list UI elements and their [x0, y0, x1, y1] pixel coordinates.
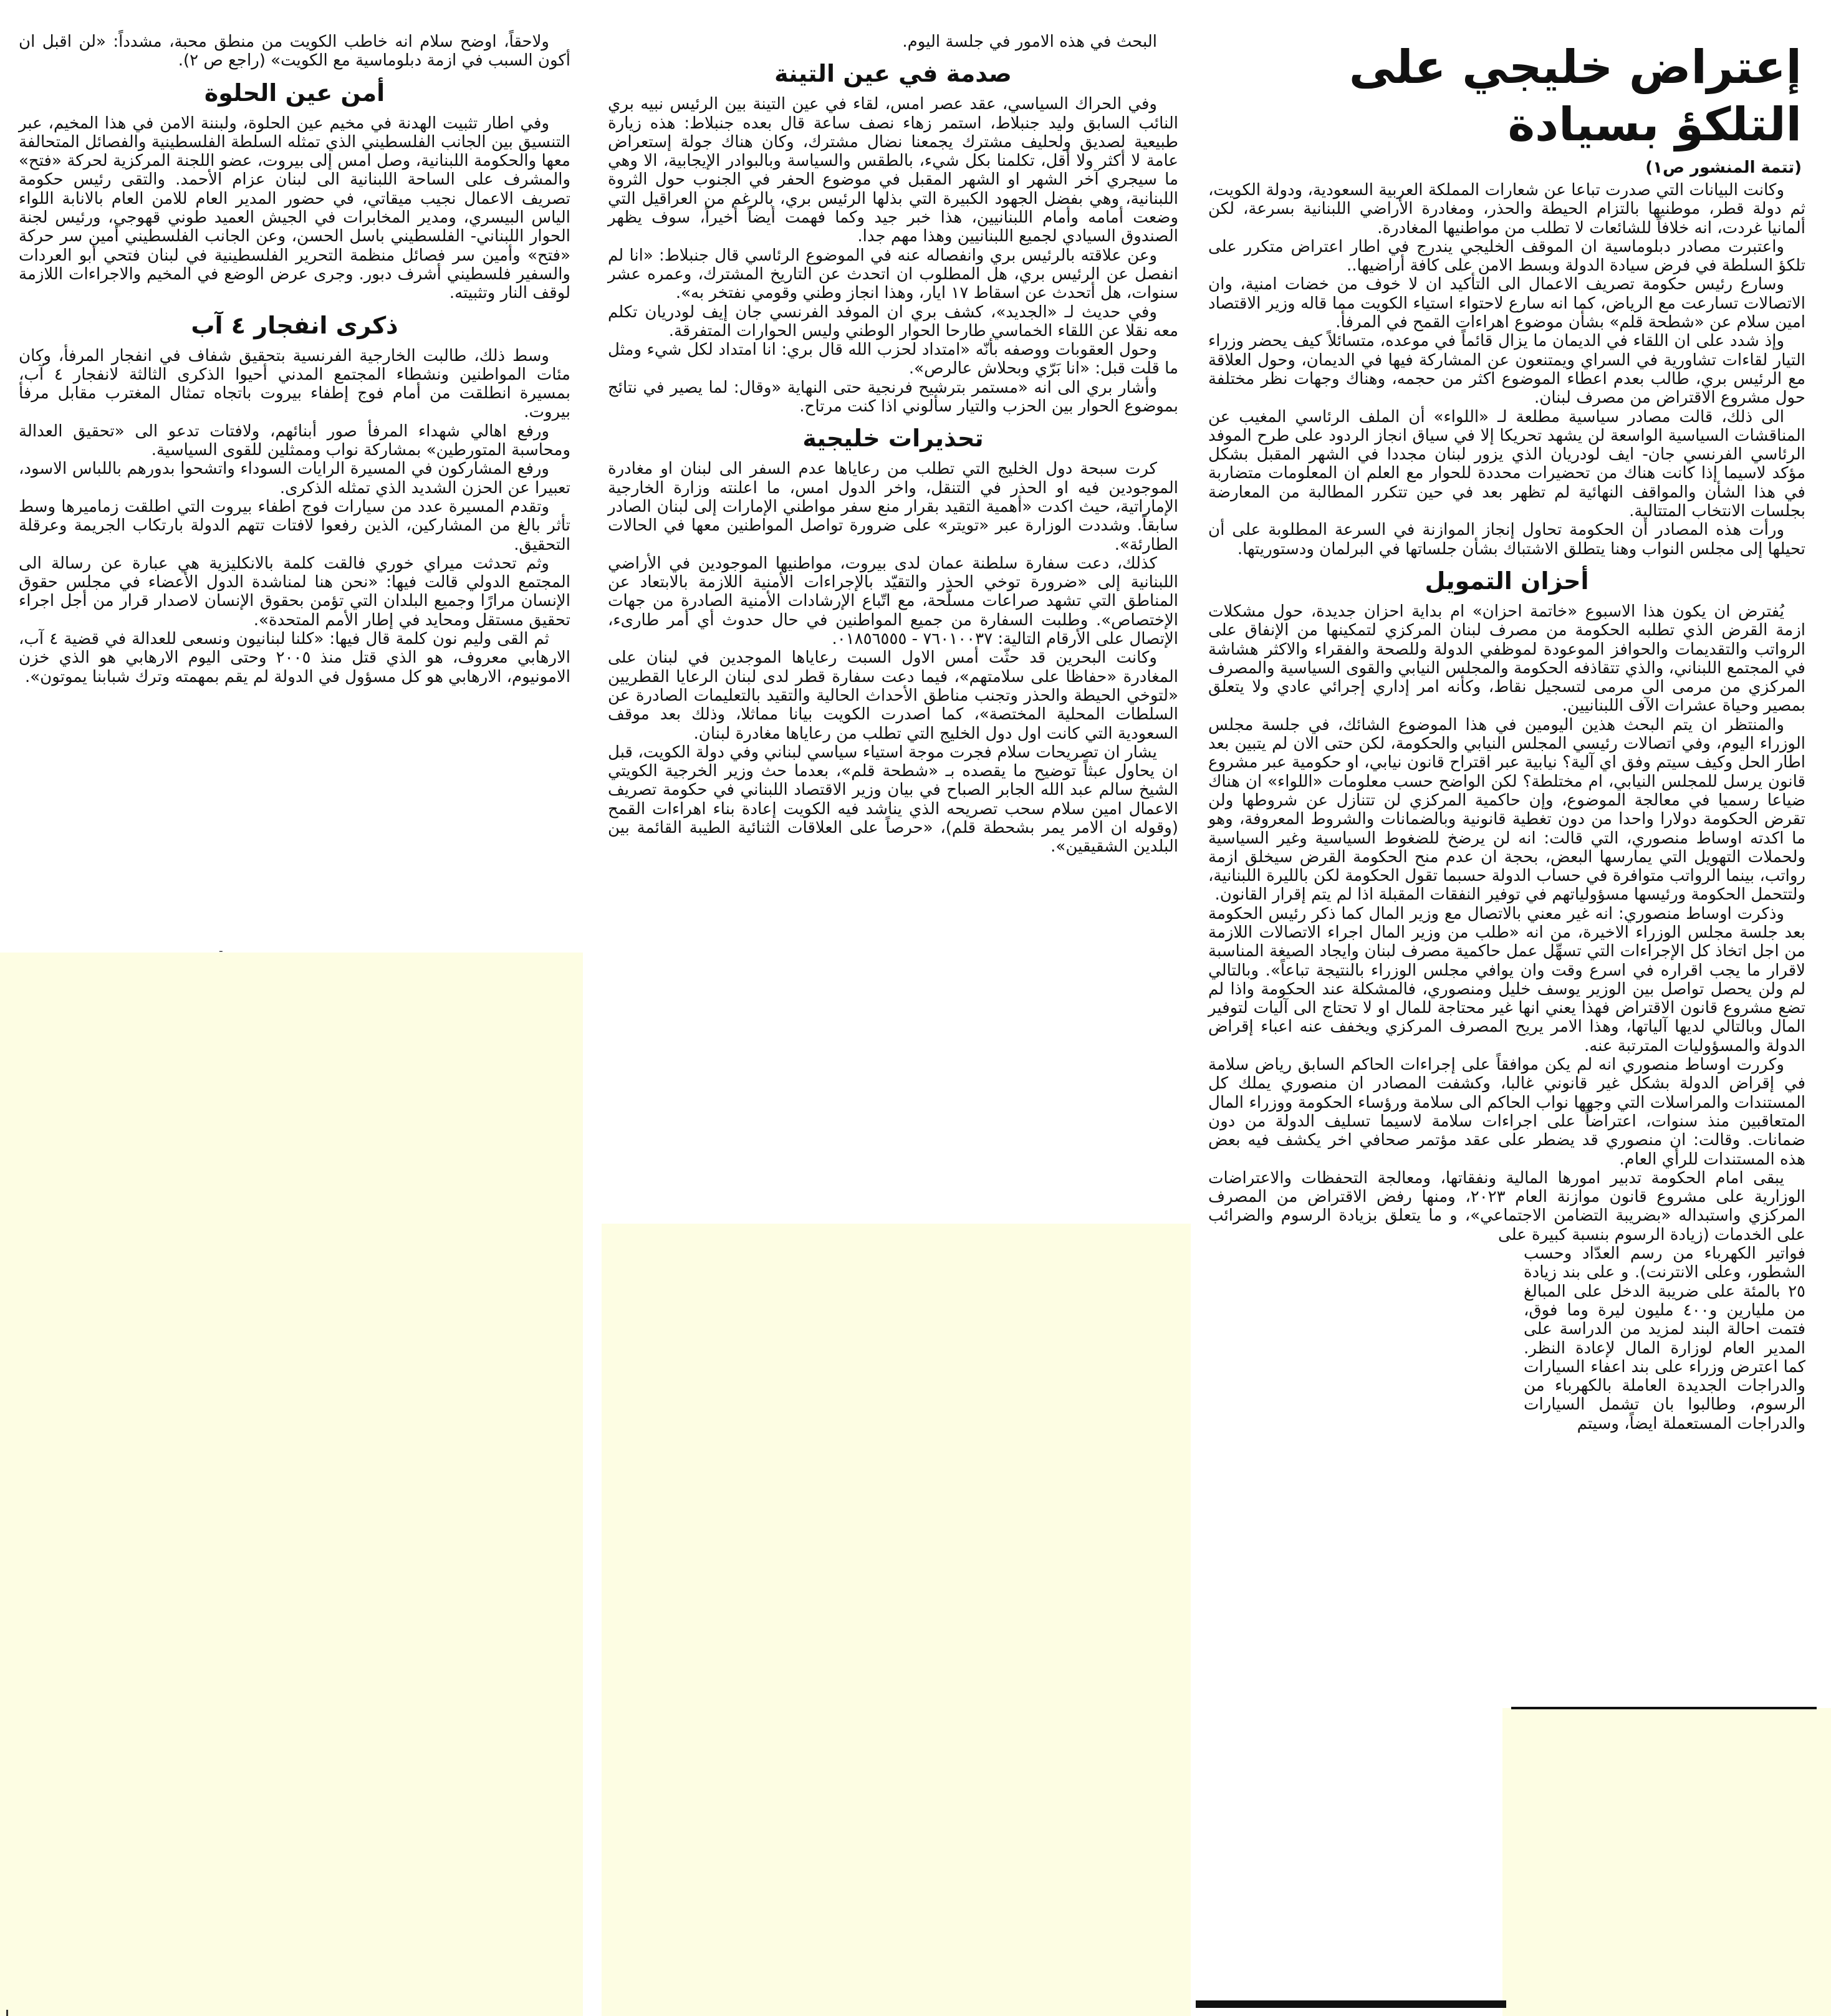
paragraph: وسارع رئيس حكومة تصريف الاعمال الى التأكيد ان لا خوف من خضات امنية، وان الاتصالات تسارعت مع الرياض، كما انه سارع لاحتواء استياء الكويت مما قاله وزير الاقتصاد امين سلام عن «شطحة قلم» بشأن موضوع اهراءات القمح في المرفأ. — [1208, 275, 1805, 332]
stray-mark: ـ — [219, 943, 223, 954]
paragraph: ورفع اهالي شهداء المرفأ صور أبنائهم، ولافتات تدعو الى «تحقيق العدالة ومحاسبة المتورطين» بمشاركة نواب وممثلين للقوى السياسية. — [19, 421, 570, 460]
paragraph: يبقى امام الحكومة تدبير امورها المالية ونفقاتها، ومعالجة التحفظات والاعتراضات الوزارية على مشروع قانون موازنة العام ٢٠٢٣، ومنها رفض الاقتراض من المصرف المركزي واستبداله «بضريبة التضامن الاجتماعي»، و ما يتعلق بزيادة الرسوم والضرائب على الخدمات (زيادة الرسوم بنسبة كبيرة على — [1208, 1168, 1806, 1244]
bottom-rule — [1196, 2000, 1506, 2008]
column-middle-paragraphs-2 — [595, 459, 1191, 856]
column-middle-paragraphs-1 — [595, 95, 1191, 416]
paragraph: وتقدم المسيرة عدد من سيارات فوج اطفاء بيروت التي اطلقت زماميرها وسط تأثر بالغ من المشاركين، الذين رفعوا لافتات تتهم الدولة بارتكاب الجريمة وعرقلة التحقيق. — [19, 497, 570, 554]
paragraph: وفي الحراك السياسي، عقد عصر امس، لقاء في عين التينة بين الرئيس نبيه بري النائب السابق وليد جنبلاط، استمر زهاء نصف ساعة قال بعده جنبلاط: هذه زيارة طبيعية لصديق ولحليف مشترك يجمعنا نضال مشترك، وكان هناك جولة إستعراض عامة لا أكثر ولا أقل، تكلمنا بكل شيء، بالطقس والسياسة وبالبوادر الإيجابية، الا وهي ما سيجري آخر الشهر او الشهر المقبل في موضوع الحفر في الجنوب حول الثروة اللبنانية، وهي بفضل الجهود الكبيرة التي بذلها الرئيس بري، بالرغم من العراقيل التي وضعت أمامه وأمام اللبنانيين، هذا خبر جيد وكما فهمت أيضاً أخيراً، سوف يظهر الصندوق السيادي لجميع اللبنانيين وهذا مهم جدا. — [608, 95, 1178, 246]
paragraph: واعتبرت مصادر دبلوماسية ان الموقف الخليجي يندرج في اطار اعتراض متكرر على تلكؤ السلطة في فرض سيادة الدولة وبسط الامن على كافة أراضيها.. — [1208, 237, 1805, 276]
article-headline: إعتراض خليجي على التلكؤ بسيادة — [1348, 41, 1802, 151]
column-middle — [595, 0, 1191, 1222]
column-right-tail-paragraph: فواتير الكهرباء من رسم العدّاد وحسب الشطور، وعلى الانترنت). و على بند زيادة ٢٥ بالمئة على ضريبة الدخل على المبالغ من مليارين و٤٠٠ مليون ليرة وما فوق، فتمت احالة البند لمزيد من الدراسة على المدير العام لوزارة المال لإعادة النظر. كما اعترض وزراء على بند اعفاء السيارات والدراجات الجديدة العاملة بالكهرباء من الرسوم، وطالبوا بان تشمل السيارات والدراجات المستعملة ايضاً، وسيتم — [1524, 1244, 1805, 1433]
blank-ad-area-left — [0, 953, 583, 2016]
paragraph: والمنتظر ان يتم البحث هذين اليومين في هذا الموضوع الشائك، في جلسة مجلس الوزراء اليوم، وفي اتصالات رئيسي المجلس النيابي والحكومة، لكن حتى الان لم يتبين بعد اطار الحل وكيف سيتم وفق اي آلية؟ نيابية عبر اقتراح قانون نيابي، او حكومية عبر مشروع قانون يرسل للمجلس النيابي، ام مختلطة؟ لكن الواضح حسب معلومات «اللواء» ان هناك ضياعا رسميا في معالجة الموضوع، وإن حاكمية المركزي لن تتنازل عن شروطها ولن تقرض الحكومة دولارا واحدا من دون تغطية قانونية وبالضمانات والشروط المعروفة، وهو ما اكدته اوساط منصوري، التي قالت: انه لن يرضخ للضغوط السياسية وغير السياسية ولحملات التهويل التي يمارسها البعض، بحجة ان عدم منح الحكومة القرض سيخلق ازمة رواتب، بينما الرواتب متوافرة في حساب الدولة حسبما تقول الحكومة لكن بالليرة اللبنانية، ولتتحمل الحكومة ورئيسها مسؤولياتهم في توفير النفقات المقبلة اذا لم يتم إقرار القانون. — [1208, 715, 1805, 905]
blank-ad-area-right — [1502, 1708, 1831, 2016]
blank-ad-area-middle — [602, 1224, 1191, 2016]
paragraph: وذكرت اوساط منصوري: انه غير معني بالاتصال مع وزير المال كما ذكر رئيس الحكومة بعد جلسة مجلس الوزراء الاخيرة، من انه «طلب من وزير المال اجراء الاتصالات اللازمة من اجل اتخاذ كل الإجراءات التي تسهِّل عمل حاكمية مصرف لبنان وايجاد الصيغة المناسبة لاقرار ما يجب اقراره في اسرع وقت وان يوافي مجلس الوزراء بالنتيجة تباعاً». وبالتالي لم ولن يحصل تواصل بين الوزير يوسف خليل ومنصوري، فالمشكلة عند الحكومة واذا لم تضع مشروع قانون الاقتراض فهذا يعني انها غير محتاجة للمال او لا تحتاج الى آليات لتوفير المال وبالتالي لديها آلياتها، وهذا الامر يريح المصرف المركزي ويخفف عنه اعباء إقراض الدولة والمسؤوليات المترتبة عنه. — [1208, 904, 1805, 1055]
subhead-august-4-anniversary: ذكرى انفجار ٤ آب — [191, 311, 398, 339]
paragraph: كذلك، دعت سفارة سلطنة عمان لدى بيروت، مواطنيها الموجودين في الأراضي اللبنانية إلى «ضرورة توخي الحذر والتقيّد بالإجراءات الأمنية اللازمة بالابتعاد عن المناطق التي تشهد صراعات مسلّحة، مع اتّباع الإرشادات الأمنية الصادرة من جهات الإختصاص». وطلبت السفارة من جميع المواطنين في حال حدوث أي أمر طارىء، الإتصال على الأرقام التالية: ٧٦٠١٠٠٣٧ - ٠١٨٥٦٥٥٥. — [608, 554, 1178, 649]
subhead-gulf-warnings: تحذيرات خليجية — [802, 425, 984, 453]
column-left-paragraphs-2 — [6, 347, 583, 686]
paragraph: وعن علاقته بالرئيس بري وانفصاله عنه في الموضوع الرئاسي قال جنبلاط: «انا لم انفصل عن الرئيس بري، هل المطلوب ان اتحدث عن التاريخ المشترك، وعمره عشر سنوات، هل أتحدث عن اسقاط ١٧ ايار، وهذا انجاز وطني وقومي نفتخر به». — [608, 246, 1178, 303]
column-left — [6, 0, 583, 951]
column-left-paragraphs-0 — [6, 32, 583, 70]
paragraph: وفي اطار تثبيت الهدنة في مخيم عين الحلوة، ولبننة الامن في هذا المخيم، عبر التنسيق بين الجانب الفلسطيني الذي تمثله السلطة الفلسطينية والفصائل المتحالفة معها والحكومة اللبنانية، وصل امس إلى بيروت، عضو اللجنة المركزية لحركة «فتح» والمشرف على الساحة اللبنانية الى لبنان عزام الأحمد. والتقى رئيس حكومة تصريف الاعمال نجيب ميقاتي، في حضور المدير العام للامن العام بالانابة اللواء الياس البيسري، ومدير المخابرات في الجيش العميد طوني قهوجي، ورئيس لجنة الحوار اللبناني- الفلسطيني باسل الحسن، وعن الجانب الفلسطيني أمين سر حركة «فتح» وأمين سر فصائل منظمة التحرير الفلسطينية في لبنان فتحي أبو العردات والسفير فلسطيني أشرف دبور. وجرى عرض الوضع في المخيم والاجراءات اللازمة لوقف النار وتثبيته. — [19, 113, 570, 303]
paragraph: ثم القى وليم نون كلمة قال فيها: «كلنا لبنانيون ونسعى للعدالة في قضية ٤ آب، الارهابي معروف، هو الذي قتل منذ ٢٠٠٥ وحتى اليوم الارهابي هو الذي خزن الامونيوم، الارهابي هو كل مسؤول في الدولة لم يقم بمهمته وترك شبابنا يموتون». — [19, 630, 570, 686]
subhead-ain-el-tineh: صدمة في عين التينة — [774, 60, 1012, 88]
paragraph: وسط ذلك، طالبت الخارجية الفرنسية بتحقيق شفاف في انفجار المرفأ، وكان مئات المواطنين ونشطاء المجتمع المدني أحيوا الذكرى الثالثة لانفجار ٤ آب، بمسيرة انطلقت من أمام فوج إطفاء بيروت باتجاه تمثال المغترب مقابل مرفأ بيروت. — [19, 346, 570, 422]
paragraph: وحول العقوبات ووصفه بأنّه «امتداد لحزب الله قال بري: انا امتداد لكل شيء ومثل ما قلت قبل: «انا بَرّي وبحلاش عالرص». — [608, 340, 1178, 378]
paragraph: وإذ شدد على ان اللقاء في الديمان ما يزال قائماً في موعده، متسائلاً كيف يحضر وزراء التيار لقاءات تشاورية في السراي ويمتنعون عن المشاركة فيها في الديمان، وحول العلاقة مع الرئيس بري، طالب بعدم اعطاء الموضوع اكثر من حجمه، وهناك وجهات نظر مختلفة حول مشروع الاقتراض من مصرف لبنان. — [1208, 332, 1805, 408]
continuation-note: (تتمة المنشور ص١) — [1645, 158, 1802, 177]
paragraph: ولاحقاً، اوضح سلام انه خاطب الكويت من منطق محبة، مشدداً: «لن اقبل ان أكون السبب في ازمة دبلوماسية مع الكويت» (راجع ص ٢). — [19, 32, 570, 70]
paragraph: ورفع المشاركون في المسيرة الرايات السوداء واتشحوا بدورهم باللباس الاسود، تعبيرا عن الحزن الشديد الذي تمثله الذكرى. — [19, 459, 570, 497]
paragraph: يُفترض ان يكون هذا الاسبوع «خاتمة احزان» ام بداية احزان جديدة، حول مشكلات ازمة القرض الذي تطلبه الحكومة من مصرف لبنان المركزي لتمكينها من الإنفاق على الرواتب والتقديمات والحوافز الموعودة لموظفي الدولة وللصحة والفقراء والاكثر هشاشة في المجتمع اللبناني، والذي تتقاذفه الحكومة والمجلس النيابي والقوى السياسية والمصرف المركزي من مرمى الى مرمى لتسجيل نقاط، وكأنه امر إداري إجرائي عادي ولا يتعلق بمصير وحياة عشرات الآف اللبنانيين. — [1208, 602, 1805, 716]
column-right-paragraphs-2 — [1196, 602, 1818, 1244]
paragraph: وكررت اوساط منصوري انه لم يكن موافقاً على إجراءات الحاكم السابق رياض سلامة في إقراض الدولة بشكل غير قانوني غالبا، وكشفت المصادر ان منصوري يملك كل المستندات والمراسلات التي وجهها نواب الحاكم الى سلامة ورؤساء الحكومة ووزراء المال المتعاقبين منذ سنوات، اعتراضاً على اجراءات سلامة لاسيما تسليف الدولة من دون ضمانات. وقالت: ان منصوري قد يضطر على عقد مؤتمر صحافي اخر يكشف فيه بعض هذه المستندات للرأي العام. — [1208, 1055, 1805, 1169]
paragraph: وفي حديث لـ «الجديد»، كشف بري ان الموفد الفرنسي جان إيف لودريان تكلم معه نقلا عن اللقاء الخماسي طارحا الحوار الوطني وليس الحوارات المتفرقة. — [608, 302, 1178, 340]
page-edge-mark — [6, 2010, 8, 2016]
paragraph: وكانت البحرين قد حثّت أمس الاول السبت رعاياها الموجدين في لبنان على المغادرة «حفاظا على سلامتهم»، فيما دعت سفارة قطر لدى لبنان الرعايا القطريين «لتوخي الحيطة والحذر وتجنب مناطق الأحداث الحالية والتقيد بالتعليمات الصادرة عن السلطات المحلية المختصة»، كما اصدرت الكويت بيانا مماثلا، وذلك بعد موقف السعودية التي كانت اول دول الخليج التي تطلب من رعاياها مغادرة لبنان. — [608, 648, 1178, 743]
paragraph: البحث في هذه الامور في جلسة اليوم. — [902, 32, 1157, 51]
ad-top-rule — [1511, 1707, 1817, 1709]
subhead-ain-el-helweh-security: أمن عين الحلوة — [204, 79, 385, 107]
subhead-funding: أحزان التمويل — [1425, 567, 1589, 595]
paragraph: وكانت البيانات التي صدرت تباعا عن شعارات المملكة العربية السعودية، ودولة الكويت، ثم دولة قطر، موطنيها بالتزام الحيطة والحذر، ومغادرة الأراضي اللبنانية بسرعة، لكن ألمانيا غردت، انه خلافاً للشائعات لا تطلب من مواطنيها المغادرة. — [1208, 181, 1805, 238]
paragraph: الى ذلك، قالت مصادر سياسية مطلعة لـ «اللواء» أن الملف الرئاسي المغيب عن المناقشات السياسية الواسعة لن يشهد تحريكا إلا في سياق انجاز الردود على طرح الموفد الرئاسي الفرنسي جان- ايف لودريان الذي يزور لبنان مجددا في الشهر المقبل بشكل مؤكد لاسيما إذا كانت هناك من تحضيرات محددة للحوار مع العلم ان المعلومات متضاربة في هذا الشأن والمواقف النهائية لم تظهر بعد في حين تتكرر المطالبة من المعارضة بجلسات الانتخاب المتتالية. — [1208, 407, 1805, 521]
paragraph: وأشار بري الى انه «مستمر بترشيح فرنجية حتى النهاية «وقال: لما يصير في نتائج بموضوع الحوار بين الحزب والتيار سألوني اذا كنت مرتاح. — [608, 378, 1178, 416]
paragraph: يشار ان تصريحات سلام فجرت موجة استياء سياسي لبناني وفي دولة الكويت، قبل ان يحاول عبثاً توضيح ما يقصده بـ «شطحة قلم»، بعدما حث وزير الخرجية الكويتي الشيخ سالم عبد الله الجابر الصباح في بيان وزير الاقتصاد اللبناني في حكومة تصريف الاعمال امين سلام سحب تصريحه الذي يناشد فيه الكويت إعادة بناء اهراءات القمح (وقوله ان الامر يمر بشحطة قلم)، «حرصاً على العلاقات الثنائية الطيبة القائمة بين البلدين الشقيقين». — [608, 742, 1178, 857]
paragraph: وثم تحدثت ميراي خوري فالقت كلمة بالانكليزية هي عبارة عن رسالة الى المجتمع الدولي قالت فيها: «نحن هنا لمناشدة الدول الأعضاء في مجلس حقوق الإنسان مرارًا وجميع البلدان التي تؤمن بحقوق الإنسان لاصدار قرار من أجل اجراء تحقيق مستقل ومحايد في إطار الأمم المتحدة». — [19, 554, 570, 630]
paragraph: كرت سبحة دول الخليج التي تطلب من رعاياها عدم السفر الى لبنان او مغادرة الموجودين فيه او الحذر في التنقل، واخر الدول امس، ما اعلنته وزارة الخارجية الإماراتية، حيث اكدت «أهمية التقيد بقرار منع سفر مواطني الإمارات إلى لبنان الصادر سابقاً. وشددت الوزارة عبر «تويتر» على ضرورة تواصل المواطنين معها في الحالات الطارئة». — [608, 459, 1178, 554]
column-right-paragraphs-1 — [1196, 181, 1818, 559]
paragraph: ورأت هذه المصادر أن الحكومة تحاول إنجاز الموازنة في السرعة المطلوبة على أن تحيلها إلى مجلس النواب وهنا يتطلق الاشتباك بشأن جلساتها في البرلمان ودستوريتها. — [1208, 521, 1805, 559]
column-left-paragraphs-1 — [6, 114, 583, 303]
column-middle-paragraphs-0 — [595, 32, 1191, 51]
